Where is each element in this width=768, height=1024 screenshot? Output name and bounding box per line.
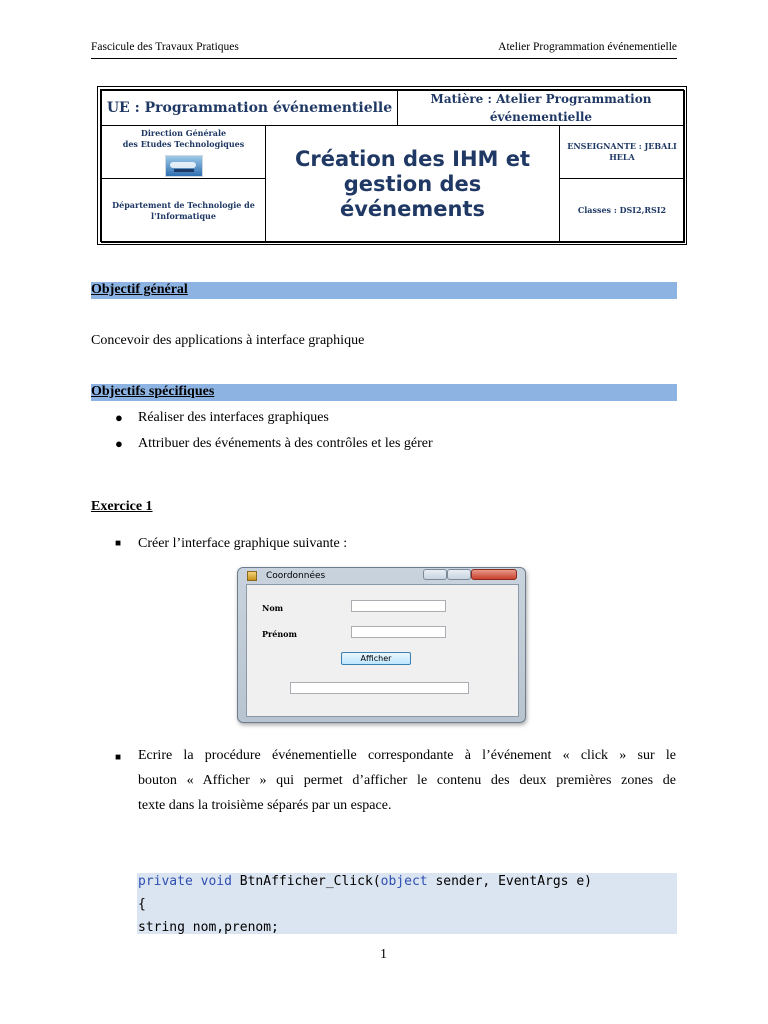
window-title: Coordonnées [266, 571, 326, 581]
exercice-step2-line1: Ecrire la procédure événementielle correspondante à l’événement « click » sur le [138, 748, 676, 763]
enseignante-cell [559, 125, 685, 179]
iset-logo-icon [165, 155, 203, 177]
objectif-general-text: Concevoir des applications à interface graphique [91, 333, 365, 348]
enseignante-line2: HELA [609, 152, 635, 162]
nom-label: Nom [262, 603, 284, 613]
bullet-icon: ● [115, 436, 123, 451]
matiere-line2: événementielle [489, 110, 593, 124]
direction-line2: des Etudes Technologiques [122, 139, 245, 149]
code-keyword: object [380, 874, 428, 889]
bullet-icon: ● [115, 410, 123, 425]
maximize-icon[interactable] [447, 569, 471, 580]
resultat-input[interactable] [290, 682, 469, 694]
code-keyword: void [200, 874, 232, 889]
title-table-inner [100, 89, 684, 242]
code-method-name: BtnAfficher_Click( [239, 874, 381, 889]
objectif-general-heading: Objectif général [91, 282, 188, 297]
running-header-left: Fascicule des Travaux Pratiques [91, 41, 239, 53]
code-line-1 [138, 870, 592, 893]
code-params: sender, EventArgs e) [427, 874, 592, 889]
exercice-step1: Créer l’interface graphique suivante : [138, 536, 348, 551]
exercice-step2-line3: texte dans la troisième séparés par un espace. [138, 798, 392, 813]
document-title-line1: Création des IHM et [294, 146, 531, 171]
departement-line2: l'Informatique [151, 210, 216, 221]
square-bullet-icon: ■ [115, 538, 122, 549]
ue-text: UE : Programmation événementielle [106, 100, 393, 116]
exercice-heading: Exercice 1 [91, 499, 153, 514]
code-keyword: private [138, 874, 193, 889]
enseignante-line1: ENSEIGNANTE : JEBALI [567, 141, 677, 151]
prenom-input[interactable] [351, 626, 446, 638]
close-icon[interactable] [471, 569, 517, 580]
window-app-icon [247, 571, 257, 581]
departement-cell [101, 178, 266, 243]
page-number: 1 [380, 947, 387, 962]
document-title-line2: gestion des [343, 171, 482, 196]
objectif-item: Attribuer des événements à des contrôles et les gérer [138, 436, 433, 451]
matiere-cell [397, 90, 685, 126]
matiere-line1: Matière : Atelier Programmation [430, 92, 652, 106]
departement-line1: Département de Technologie de [112, 199, 255, 210]
minimize-icon[interactable] [423, 569, 447, 580]
objectif-item: Réaliser des interfaces graphiques [138, 410, 329, 425]
classes-cell [559, 178, 685, 243]
direction-line1: Direction Générale [140, 128, 227, 138]
code-line-2: { [138, 897, 146, 912]
document-title-line3: événements [340, 196, 485, 221]
direction-cell [101, 125, 266, 179]
document-title-cell [265, 125, 560, 243]
ue-cell [101, 90, 398, 126]
objectifs-specifiques-heading: Objectifs spécifiques [91, 384, 215, 399]
prenom-label: Prénom [262, 629, 297, 639]
square-bullet-icon: ■ [115, 752, 122, 763]
header-rule [91, 58, 677, 59]
nom-input[interactable] [351, 600, 446, 612]
code-line-3: string nom,prenom; [138, 920, 279, 935]
classes-text: Classes : DSI2,RSI2 [577, 205, 667, 215]
afficher-button[interactable]: Afficher [341, 652, 411, 665]
running-header-right: Atelier Programmation événementielle [498, 41, 677, 53]
exercice-step2-line2: bouton « Afficher » qui permet d’afficher le contenu des deux premières zones de [138, 773, 676, 788]
